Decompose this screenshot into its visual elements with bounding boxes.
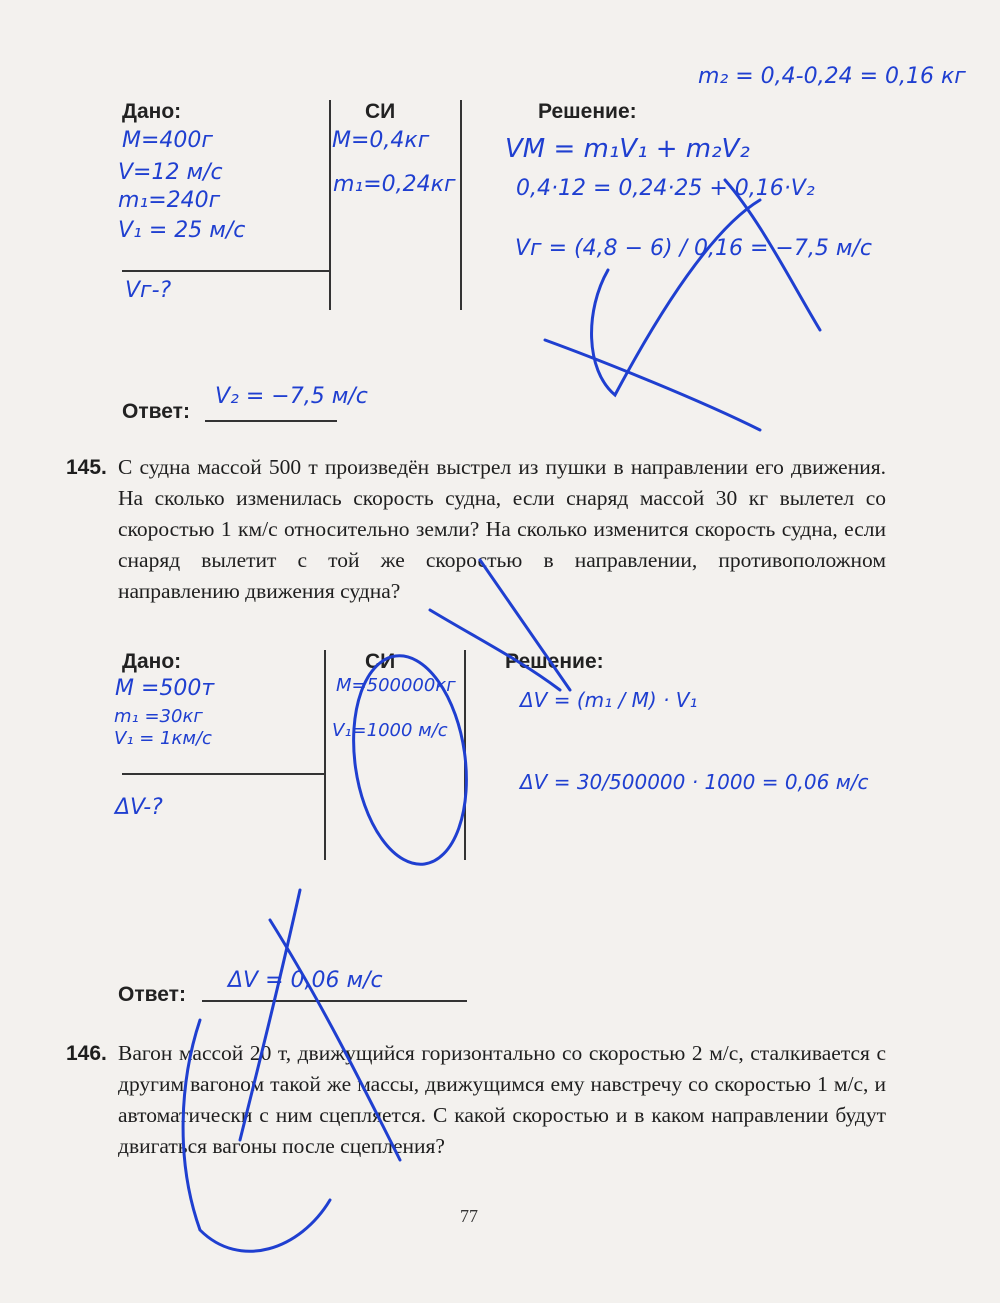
given-line-3-145: V₁ = 1км/с bbox=[114, 728, 212, 749]
checkmark-stroke-1 bbox=[592, 200, 760, 395]
si-line-2-144: m₁=0,24кг bbox=[333, 172, 456, 197]
given-line-3-144: m₁=240г bbox=[118, 188, 221, 213]
solution-label-145: Решение: bbox=[505, 650, 604, 673]
problem-text-146: Вагон массой 20 т, движущийся горизонтально со скоростью 2 м/с, сталкивается с другим вагоном такой же массы, движущимся ему навстречу со скоростью 1 м/с, и автоматически с ним сцепляется. С какой скоростью и в каком направлении будут двигаться вагоны после сцепления? bbox=[118, 1041, 886, 1158]
answer-value-145: ΔV = 0,06 м/с bbox=[228, 968, 383, 993]
si-label-144: СИ bbox=[365, 100, 396, 123]
given-line-2-144: V=12 м/с bbox=[118, 160, 223, 185]
problem-146 bbox=[66, 1038, 886, 1162]
si-solution-divider-145 bbox=[464, 650, 466, 860]
problem-number-146: 146. bbox=[66, 1042, 107, 1065]
solution-line-1-144: VМ = m₁V₁ + m₂V₂ bbox=[505, 134, 750, 164]
page-number: 77 bbox=[460, 1206, 478, 1226]
solution-line-2-144: 0,4·12 = 0,24·25 + 0,16·V₂ bbox=[516, 176, 815, 201]
si-line-1-144: М=0,4кг bbox=[332, 128, 430, 153]
given-separator-144 bbox=[122, 270, 329, 272]
given-separator-145 bbox=[122, 773, 324, 775]
si-line-2-145: V₁=1000 м/с bbox=[332, 720, 448, 741]
solution-label-144: Решение: bbox=[538, 100, 637, 123]
given-line-4-144: V₁ = 25 м/с bbox=[118, 218, 246, 243]
given-line-2-145: m₁ =30кг bbox=[114, 706, 203, 727]
given-line-1-145: M =500т bbox=[115, 676, 215, 701]
solution-line-2-145: ΔV = 30/500000 · 1000 = 0,06 м/с bbox=[520, 770, 869, 794]
si-label-145: СИ bbox=[365, 650, 396, 673]
unknown-144: Vг-? bbox=[125, 278, 172, 303]
top-note-144: m₂ = 0,4-0,24 = 0,16 кг bbox=[698, 64, 966, 89]
unknown-145: ΔV-? bbox=[115, 795, 163, 820]
solution-line-3-144: Vг = (4,8 − 6) / 0,16 = −7,5 м/с bbox=[515, 236, 872, 261]
given-label-145: Дано: bbox=[122, 650, 182, 673]
given-label-144: Дано: bbox=[122, 100, 182, 123]
solution-line-1-145: ΔV = (m₁ / M) · V₁ bbox=[520, 688, 698, 712]
si-solution-divider-144 bbox=[460, 100, 462, 310]
given-si-divider-144 bbox=[329, 100, 331, 310]
answer-label-144: Ответ: bbox=[122, 400, 190, 423]
checkmark-stroke-3 bbox=[545, 340, 760, 430]
si-line-1-145: М=500000кг bbox=[336, 675, 456, 696]
answer-line-145 bbox=[202, 1000, 467, 1002]
given-line-1-144: М=400г bbox=[122, 128, 213, 153]
answer-line-144 bbox=[205, 420, 337, 422]
given-si-divider-145 bbox=[324, 650, 326, 860]
problem-number-145: 145. bbox=[66, 456, 107, 479]
answer-value-144: V₂ = −7,5 м/с bbox=[215, 384, 368, 409]
problem-text-145: С судна массой 500 т произведён выстрел из пушки в направлении его движения. На сколько изменилась скорость судна, если снаряд массой 30 кг вылетел со скоростью 1 км/с относительно земли? На сколько изменится скорость судна, если снаряд вылетит с той же скоростью в направлении, противоположном направлению движения судна? bbox=[118, 455, 886, 603]
problem-145 bbox=[66, 452, 886, 607]
answer-label-145: Ответ: bbox=[118, 983, 186, 1006]
